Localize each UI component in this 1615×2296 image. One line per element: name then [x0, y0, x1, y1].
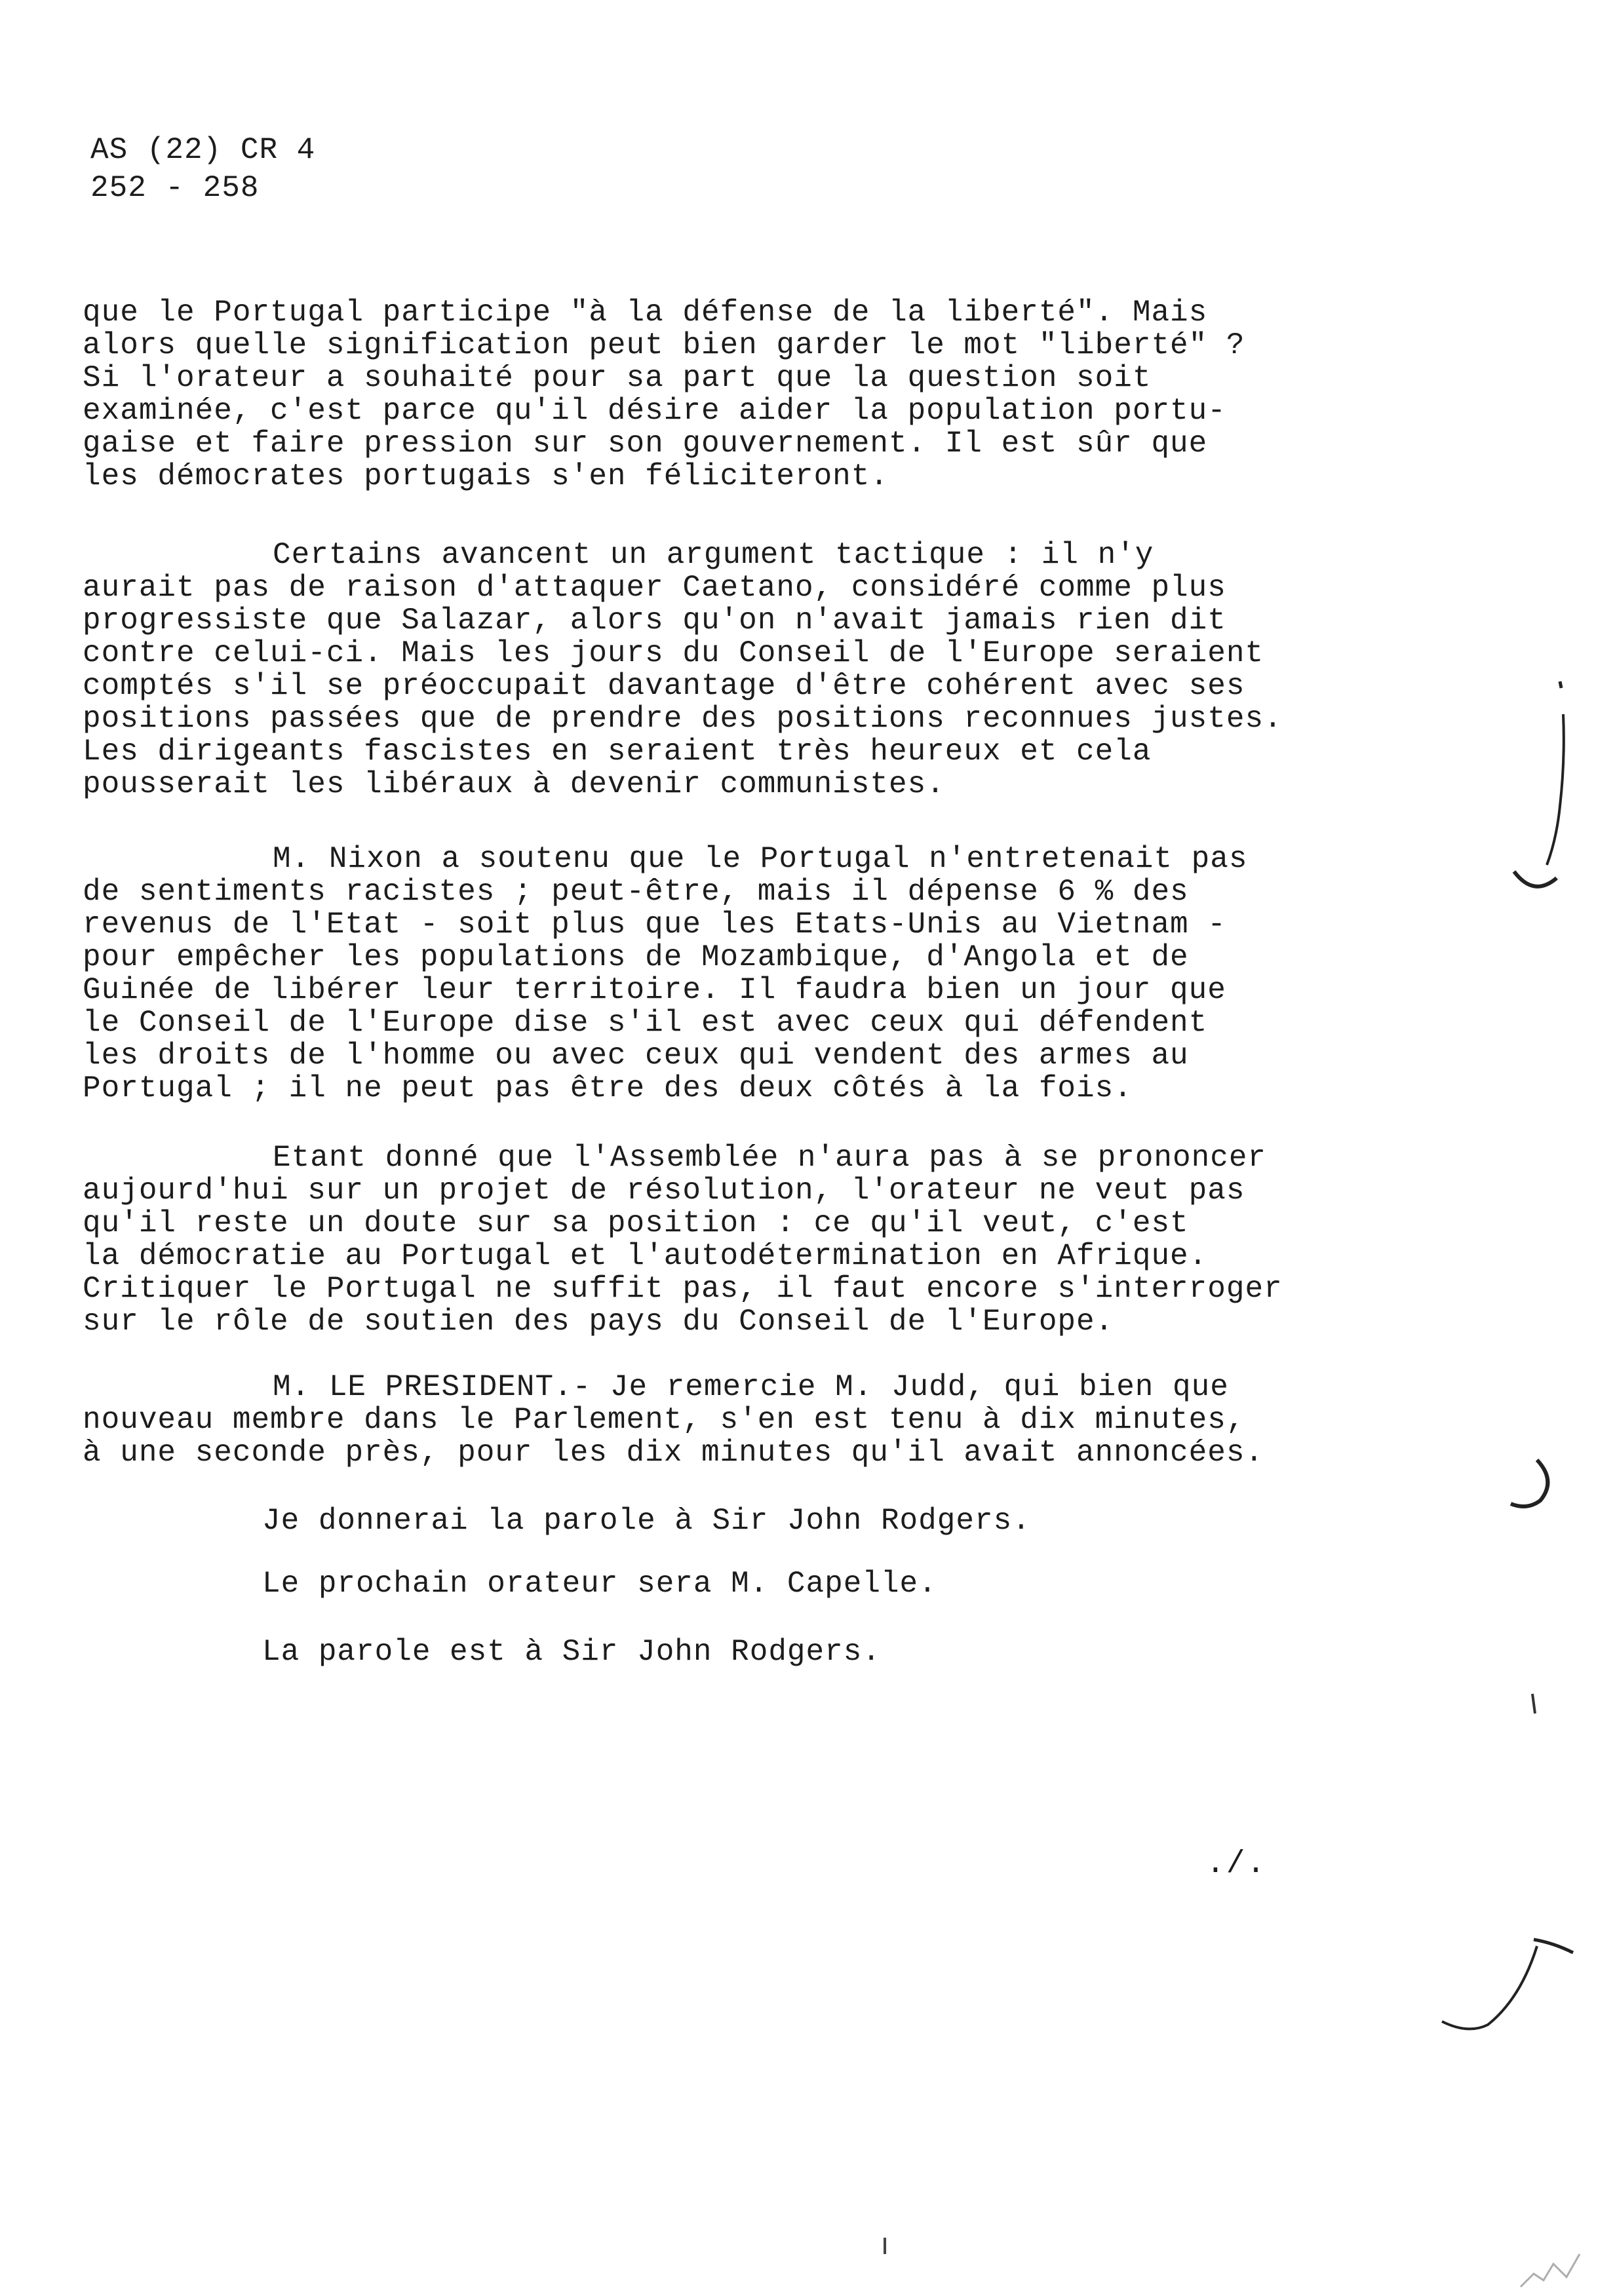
text-line: revenus de l'Etat - soit plus que les Etats-Unis au Vietnam - — [83, 908, 1226, 942]
bottom-tick-icon — [878, 2234, 891, 2261]
margin-curve-icon — [1501, 1455, 1560, 1514]
corner-smudge-icon — [1508, 2241, 1586, 2293]
text-line: le Conseil de l'Europe dise s'il est avec ceux qui défendent — [83, 1006, 1208, 1040]
margin-tick-icon — [1527, 1691, 1540, 1717]
text-line: M. LE PRESIDENT.- Je remercie M. Judd, qui bien que — [273, 1370, 1229, 1404]
paragraph-president — [83, 1371, 1341, 1469]
text-line: comptés s'il se préoccupait davantage d'être cohérent avec ses — [83, 669, 1245, 703]
text-line: progressiste que Salazar, alors qu'on n'avait jamais rien dit — [83, 603, 1226, 638]
speech-line: Le prochain orateur sera M. Capelle. — [262, 1567, 937, 1601]
text-line: positions passées que de prendre des positions reconnues justes. — [83, 702, 1283, 736]
text-line: la démocratie au Portugal et l'autodétermination en Afrique. — [83, 1239, 1208, 1273]
text-line: que le Portugal participe "à la défense de la liberté". Mais — [83, 296, 1208, 330]
text-line: pour empêcher les populations de Mozambique, d'Angola et de — [83, 940, 1189, 974]
continuation-mark: ./. — [1206, 1846, 1267, 1882]
text-line: alors quelle signification peut bien garder le mot "liberté" ? — [83, 328, 1245, 362]
text-line: pousserait les libéraux à devenir communistes. — [83, 767, 945, 801]
speech-line: Je donnerai la parole à Sir John Rodgers. — [262, 1504, 1031, 1538]
document-header — [90, 131, 315, 207]
margin-mark-icon — [1501, 675, 1580, 904]
text-line: à une seconde près, pour les dix minutes qu'il avait annoncées. — [83, 1436, 1264, 1470]
paragraph-tactical-argument — [83, 539, 1341, 801]
text-line: aujourd'hui sur un projet de résolution, l'orateur ne veut pas — [83, 1174, 1245, 1208]
speech-line: La parole est à Sir John Rodgers. — [262, 1635, 881, 1669]
text-line: contre celui-ci. Mais les jours du Conseil de l'Europe seraient — [83, 636, 1264, 670]
paragraph-nixon — [83, 843, 1341, 1105]
text-line: Les dirigeants fascistes en seraient très heureux et cela — [83, 735, 1152, 769]
text-line: sur le rôle de soutien des pays du Conseil de l'Europe. — [83, 1305, 1114, 1339]
text-line: Certains avancent un argument tactique : il n'y — [273, 538, 1154, 572]
text-line: aurait pas de raison d'attaquer Caetano, considéré comme plus — [83, 571, 1226, 605]
text-line: Portugal ; il ne peut pas être des deux côtés à la fois. — [83, 1071, 1133, 1105]
text-line: qu'il reste un doute sur sa position : ce qu'il veut, c'est — [83, 1206, 1189, 1240]
text-line: Etant donné que l'Assemblée n'aura pas à se prononcer — [273, 1141, 1267, 1175]
paragraph-resolution — [83, 1141, 1341, 1338]
paragraph-liberty — [83, 296, 1341, 493]
text-line: examinée, c'est parce qu'il désire aider la population portu- — [83, 394, 1226, 428]
text-line: gaise et faire pression sur son gouvernement. Il est sûr que — [83, 427, 1208, 461]
document-reference: AS (22) CR 4 — [90, 133, 316, 167]
text-line: de sentiments racistes ; peut-être, mais il dépense 6 % des — [83, 875, 1189, 909]
text-line: Si l'orateur a souhaité pour sa part que la question soit — [83, 361, 1152, 395]
margin-swoosh-icon — [1429, 1926, 1586, 2044]
text-line: les droits de l'homme ou avec ceux qui vendent des armes au — [83, 1039, 1189, 1073]
text-line: M. Nixon a soutenu que le Portugal n'entretenait pas — [273, 842, 1248, 876]
page-range: 252 - 258 — [90, 171, 260, 205]
text-line: nouveau membre dans le Parlement, s'en est tenu à dix minutes, — [83, 1403, 1245, 1437]
text-line: les démocrates portugais s'en féliciteront. — [83, 459, 889, 493]
text-line: Guinée de libérer leur territoire. Il faudra bien un jour que — [83, 973, 1226, 1007]
text-line: Critiquer le Portugal ne suffit pas, il faut encore s'interroger — [83, 1272, 1283, 1306]
